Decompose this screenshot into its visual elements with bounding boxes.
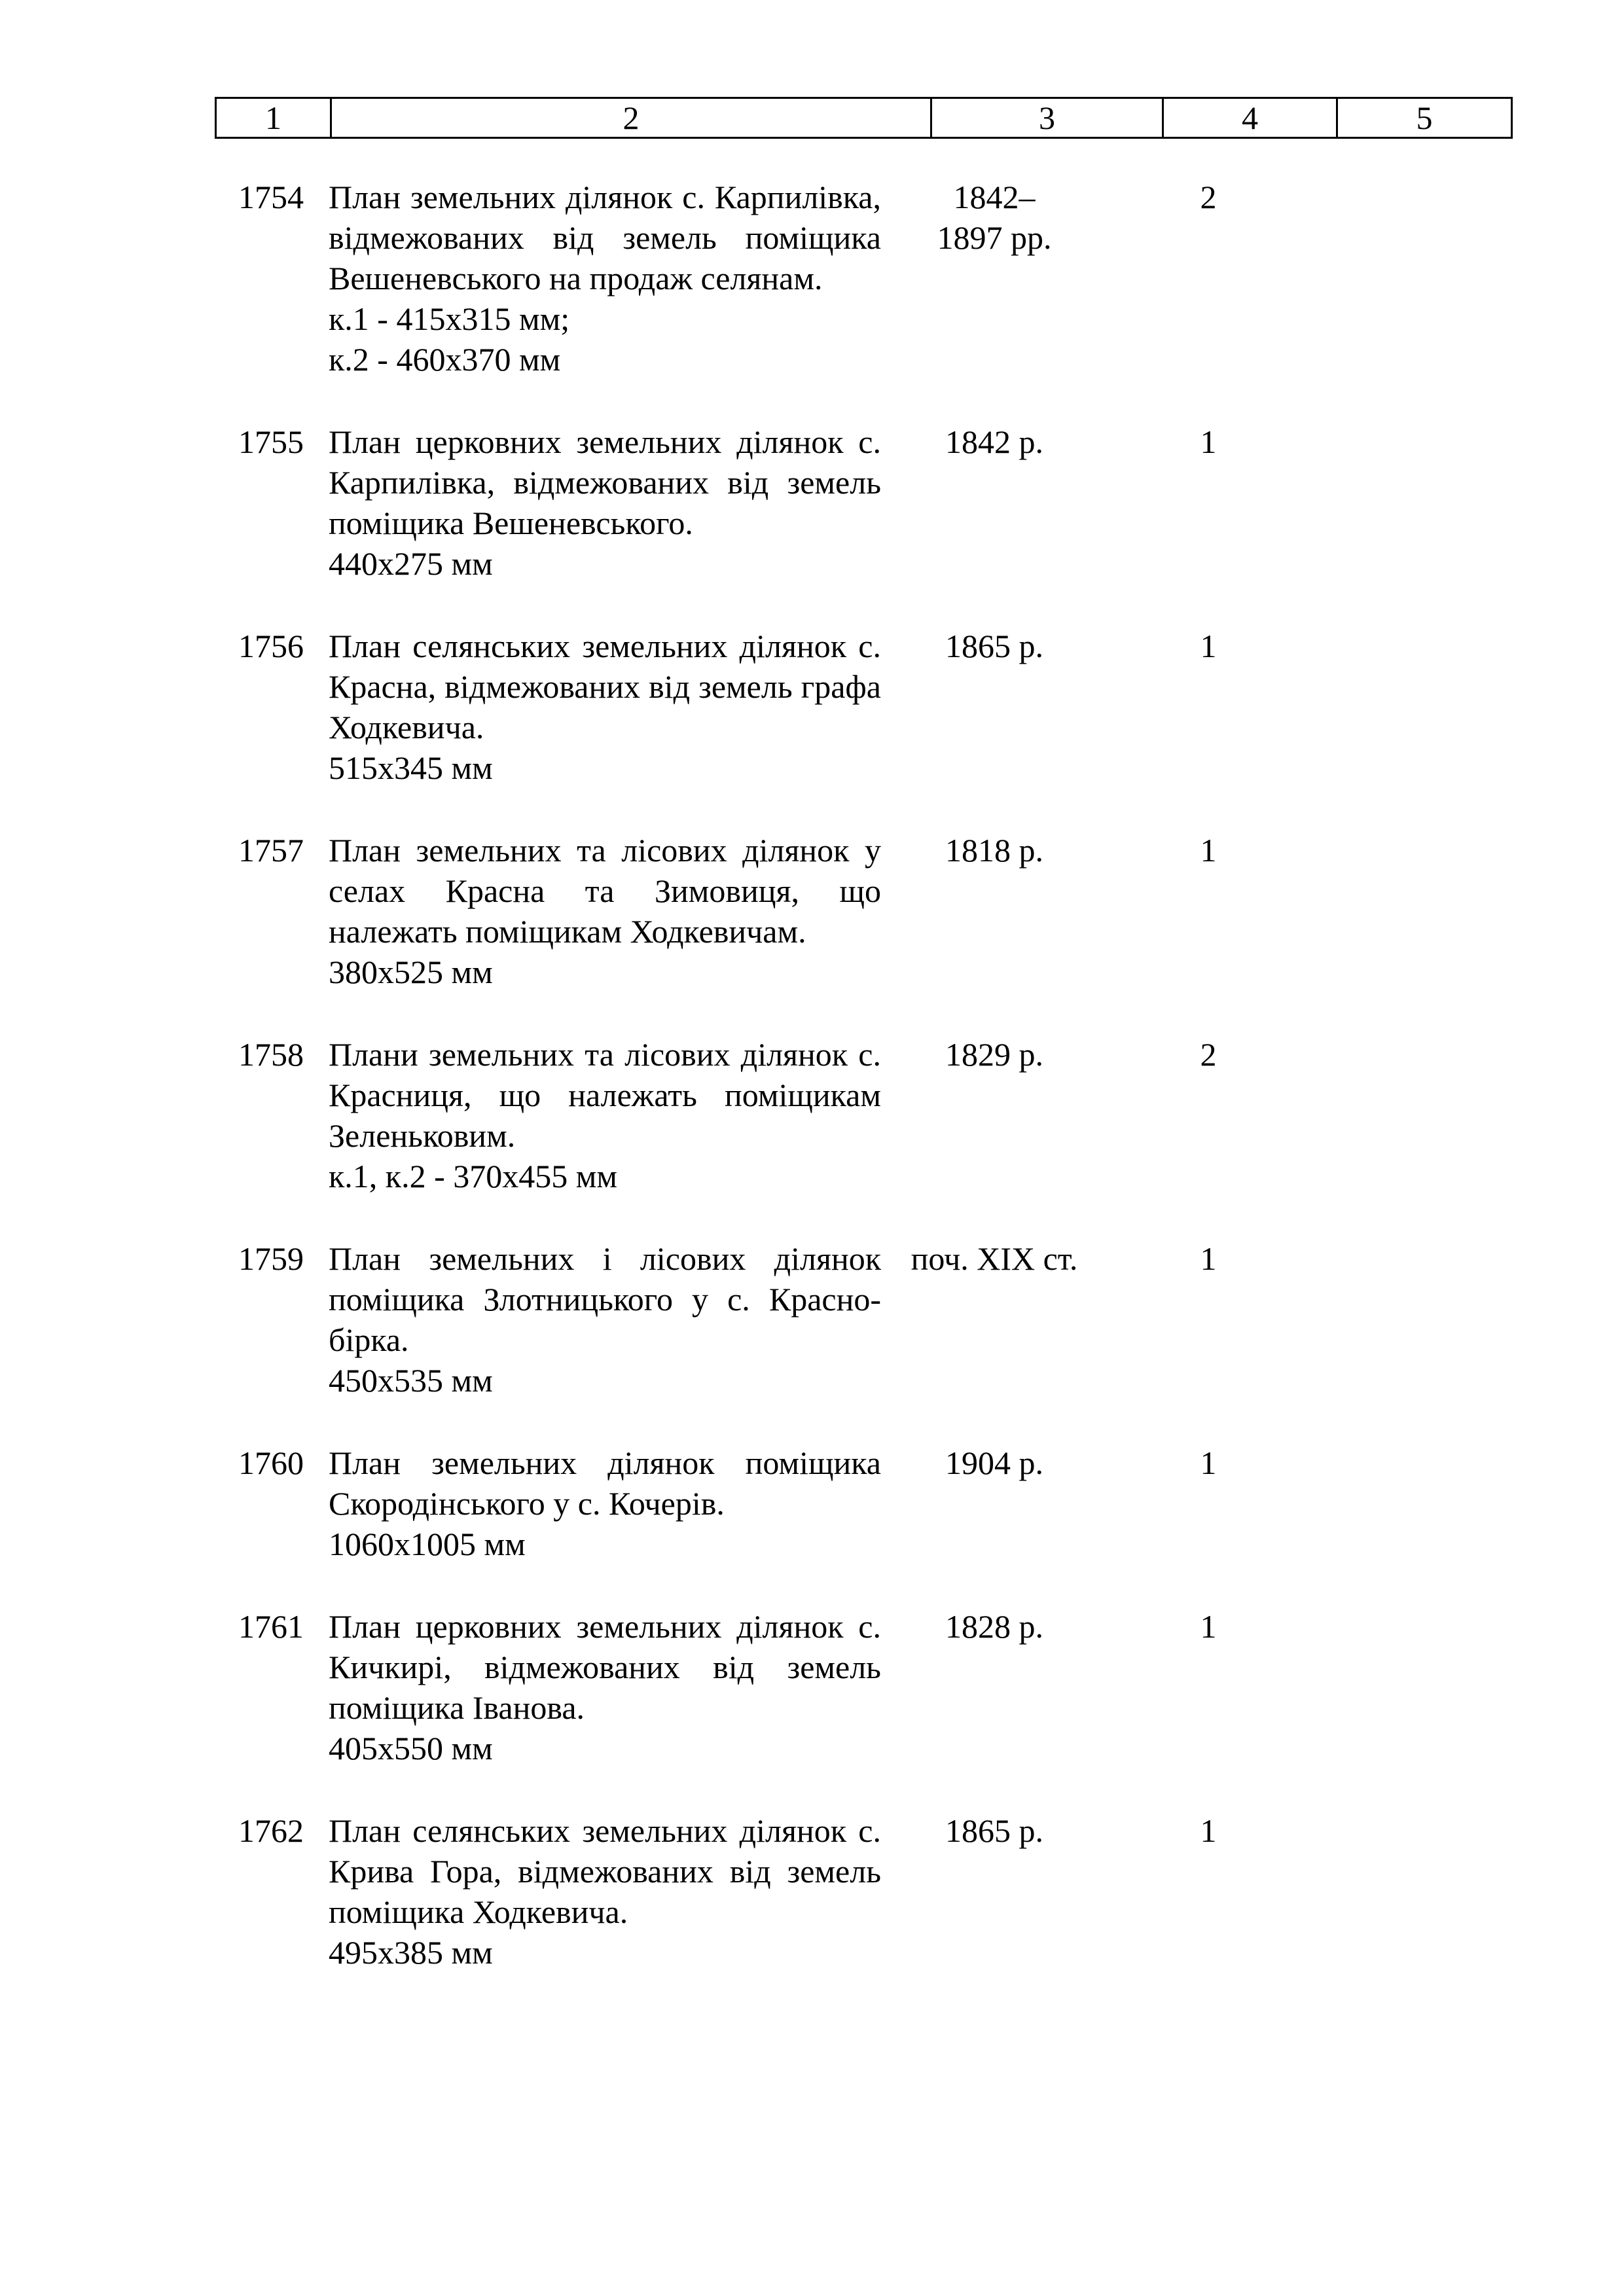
entry-number: 1755 xyxy=(238,423,304,460)
entry-date: 1842– xyxy=(953,179,1036,215)
entry-count: 1 xyxy=(1200,832,1217,869)
entry-count: 1 xyxy=(1200,1608,1217,1645)
entry-row xyxy=(215,422,1511,584)
entry-description: План селянських земельних ділянок с. Красна, відмежованих від земель графа Ходкевича. xyxy=(329,628,881,745)
entry-date: 1865 р. xyxy=(945,628,1043,664)
entry-number: 1758 xyxy=(238,1036,304,1073)
entry-count: 2 xyxy=(1200,1036,1217,1073)
entry-description-cell xyxy=(312,177,881,380)
entry-dimensions: к.1, к.2 - 370х455 мм xyxy=(329,1158,618,1194)
entry-description-cell xyxy=(312,1443,881,1564)
entry-date: 1828 р. xyxy=(945,1608,1043,1645)
entry-date: поч. ХІХ ст. xyxy=(911,1240,1078,1277)
entry-description: План церковних земельних ділянок с. Кичкирі, відмежованих від земель поміщика Іванова. xyxy=(329,1608,881,1726)
entries-list xyxy=(215,177,1511,1973)
entry-count: 2 xyxy=(1200,179,1217,215)
header-col-2: 2 xyxy=(331,98,931,138)
header-col-3: 3 xyxy=(931,98,1163,138)
entry-description-cell xyxy=(312,1606,881,1768)
entry-description: План селянських земельних ділянок с. Крива Гора, відмежованих від земель поміщика Ходкевича. xyxy=(329,1812,881,1930)
entry-dimensions: 1060х1005 мм xyxy=(329,1526,526,1562)
entry-number: 1754 xyxy=(238,179,304,215)
entry-date-cell xyxy=(881,1606,1091,1647)
entry-description-cell xyxy=(312,1034,881,1196)
entry-description: План земельних та лісових ділянок у селах Красна та Зимовиця, що належать поміщикам Ходкевичам. xyxy=(329,832,881,950)
entry-description: План земельних ділянок с. Карпилівка, відмежованих від земель поміщика Вешеневського на продаж селянам. xyxy=(329,179,881,296)
entry-number: 1760 xyxy=(238,1444,304,1481)
entry-date-cell xyxy=(881,830,1091,870)
entry-date: 1897 рр. xyxy=(937,219,1052,256)
entry-date: 1865 р. xyxy=(945,1812,1043,1849)
entry-row xyxy=(215,830,1511,992)
header-row xyxy=(216,98,1512,138)
entry-dimensions: 450х535 мм xyxy=(329,1362,493,1399)
entry-description: Плани земельних та лісових ділянок с. Красниця, що належать поміщикам Зеленьковим. xyxy=(329,1036,881,1154)
entry-row xyxy=(215,1606,1511,1768)
entry-row xyxy=(215,1034,1511,1196)
entry-row xyxy=(215,1810,1511,1973)
entry-description: План церковних земельних ділянок с. Карпилівка, відмежованих від земель поміщика Вешеневського. xyxy=(329,423,881,541)
entry-date-cell xyxy=(881,626,1091,666)
entry-date-cell xyxy=(881,1443,1091,1483)
entry-dimensions: 495х385 мм xyxy=(329,1934,493,1971)
entry-dimensions: 440х275 мм xyxy=(329,545,493,582)
entry-count: 1 xyxy=(1200,423,1217,460)
entry-date-cell xyxy=(881,177,1091,258)
entry-number: 1756 xyxy=(238,628,304,664)
header-col-5: 5 xyxy=(1337,98,1512,138)
entry-row xyxy=(215,177,1511,380)
column-number-header xyxy=(215,97,1513,139)
entry-number: 1757 xyxy=(238,832,304,869)
entry-date-cell xyxy=(881,422,1091,462)
entry-count: 1 xyxy=(1200,1812,1217,1849)
entry-number: 1759 xyxy=(238,1240,304,1277)
entry-count: 1 xyxy=(1200,628,1217,664)
entry-description-cell xyxy=(312,1238,881,1401)
entry-dimensions: к.2 - 460х370 мм xyxy=(329,341,561,378)
entry-row xyxy=(215,626,1511,788)
entry-date-cell xyxy=(881,1034,1091,1075)
entry-dimensions: 405х550 мм xyxy=(329,1730,493,1767)
entry-row xyxy=(215,1443,1511,1564)
entry-description: План земельних ділянок поміщика Скородінського у с. Кочерів. xyxy=(329,1444,881,1522)
entry-count: 1 xyxy=(1200,1444,1217,1481)
entry-description-cell xyxy=(312,626,881,788)
entry-description: План земельних і лісових ділянок поміщика Злотницького у с. Краснобірка. xyxy=(329,1240,881,1358)
entry-date-cell xyxy=(881,1810,1091,1851)
entry-date: 1842 р. xyxy=(945,423,1043,460)
entry-description-cell xyxy=(312,422,881,584)
entry-number: 1761 xyxy=(238,1608,304,1645)
entry-row xyxy=(215,1238,1511,1401)
entry-description-cell xyxy=(312,1810,881,1973)
header-col-4: 4 xyxy=(1163,98,1337,138)
entry-date: 1904 р. xyxy=(945,1444,1043,1481)
entry-date: 1818 р. xyxy=(945,832,1043,869)
entry-dimensions: 515х345 мм xyxy=(329,749,493,786)
entry-date: 1829 р. xyxy=(945,1036,1043,1073)
entry-count: 1 xyxy=(1200,1240,1217,1277)
entry-description-cell xyxy=(312,830,881,992)
entry-date-cell xyxy=(881,1238,1091,1279)
header-col-1: 1 xyxy=(216,98,331,138)
entry-number: 1762 xyxy=(238,1812,304,1849)
entry-dimensions: 380х525 мм xyxy=(329,954,493,990)
entry-dimensions: к.1 - 415х315 мм; xyxy=(329,300,570,337)
